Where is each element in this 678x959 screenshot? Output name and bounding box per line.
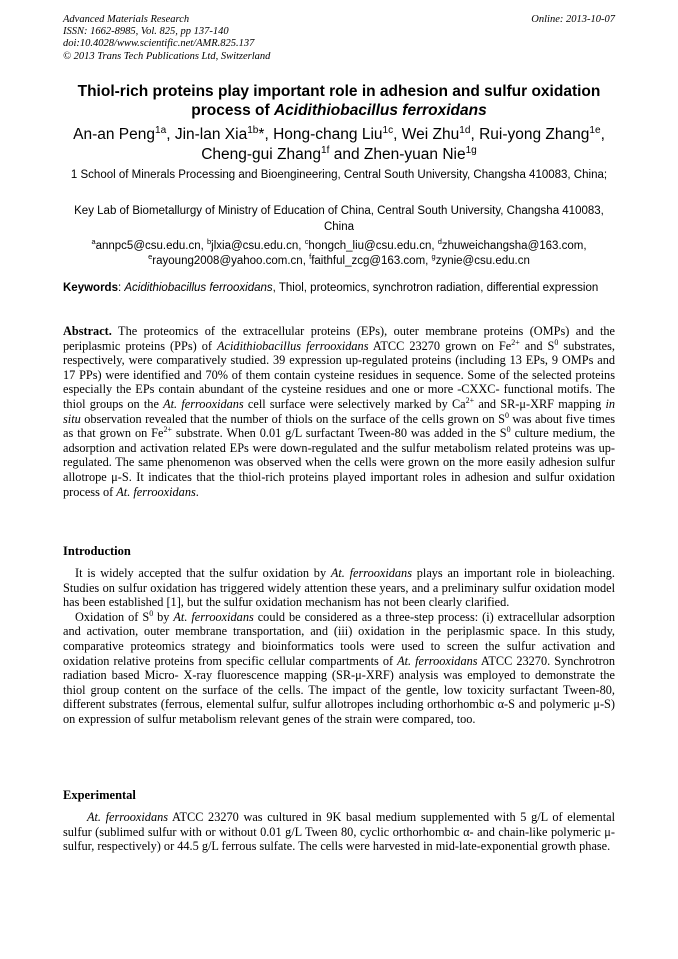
keywords-rest: , Thiol, proteomics, synchrotron radiation, differential expression [272,282,599,294]
journal-header [63,14,615,63]
author-4: Wei Zhu [401,126,460,143]
journal-name: Advanced Materials Research [63,14,190,25]
intro-text: ATCC 23270. Synchrotron radiation based Micro- X-ray fluorescence mapping (SR-μ-XRF) analysis was employed to demonstrate the thiol group content on the surface of the cells. The impact of the gentle, low toxicity surfactant Tween-80, different substrates (ferrous, elemental sulfur, sulfur allotropes including orthorhombic α-S and polymeric μ-S) on expression of sulfur metabolism relevant genes of the strain were compared, too. [63,653,616,726]
intro-text: plays an important role in bioleaching. Studies on sulfur oxidation has triggered widely attention these years, and a preliminary sulfur oxidation model has been established [1], but the sulfur oxidation mechanism has not been clearly clarified. [63,566,616,610]
abstract-sup: 0 [504,410,509,420]
experimental-paragraph-1 [63,810,615,854]
email-a[interactable]: annpc5@csu.edu.cn, [95,240,204,252]
abstract-species: At. ferrooxidans [163,396,244,411]
intro-text: Oxidation of S [75,609,150,624]
email-c[interactable]: hongch_liu@csu.edu.cn, [308,240,435,252]
email-list [60,239,618,269]
author-1: An-an Peng [73,126,155,143]
author-7: Zhen-yuan Nie [363,146,466,163]
keywords-label: Keywords [63,282,118,294]
experimental-text: ATCC 23270 was cultured in 9K basal medium supplemented with 5 g/L of elemental sulfur (sublimed sulfur with or without 0.01 g/L Tween 80, cyclic orthorhombic α- and chain-like polymeric μ-sulfur, respectively) or 44.5 g/L ferrous sulfate. The cells were harvested in mid-late-exponential growth phase. [63,810,615,854]
email-sup: b [207,237,212,247]
author-3-sup: 1c [382,124,394,136]
affiliation-2: Key Lab of Biometallurgy of Ministry of Education of China, Central South University, Changsha 410083, China [74,205,604,233]
abstract-species: At. ferrooxidans [116,484,196,499]
abstract-text: cell surface were selectively marked by Ca [243,396,466,411]
email-sup: c [304,237,309,247]
introduction-body [63,566,615,727]
author-list [40,125,638,165]
abstract-italic: in situ [63,396,616,426]
author-and: and [333,146,360,163]
title-line-1: Thiol-rich proteins play important role in adhesion and sulfur oxidation [77,83,601,100]
email-sup: d [437,237,442,247]
doi-line: doi:10.4028/www.scientific.net/AMR.825.137 [63,38,255,50]
abstract-text: culture medium, the adsorption and activation related EPs were down-regulated and the sulfur metabolism related proteins was up-regulated. The same phenomenon was observed when the cells were grown on the more easily adhesion sulfur allotrope μ-S. It indicates that the thiol-rich proteins played important roles in adhesion and sulfur oxidation process of [63,426,616,499]
abstract-text: and SR-μ-XRF mapping [474,396,606,411]
abstract-sup: 2+ [511,337,520,347]
author-7-sup: 1g [465,144,477,156]
author-5-sup: 1e [589,124,601,136]
keywords: Keywords: Acidithiobacillus ferrooxidans, Thiol, proteomics, synchrotron radiation, differential expression [63,282,599,294]
intro-paragraph-1 [63,566,615,610]
introduction-heading: Introduction [63,544,131,558]
copyright-line: © 2013 Trans Tech Publications Ltd, Switzerland [63,50,271,62]
intro-species: At. ferrooxidans [397,653,478,668]
abstract-text: observation revealed that the number of thiols on the surface of the cells grown on S [80,411,505,426]
intro-paragraph-2 [63,610,615,727]
author-6-sup: 1f [321,144,330,156]
issn-line: ISSN: 1662-8985, Vol. 825, pp 137-140 [63,26,229,38]
email-sup: g [431,252,436,262]
paper-title [50,82,628,120]
abstract-text: The proteomics of the extracellular proteins (EPs), outer membrane proteins (OMPs) and the periplasmic proteins (PPs) of [63,324,615,353]
abstract-text: was about five times as that grown on Fe [63,411,615,441]
author-2-sup: 1b [247,124,259,136]
author-1-sup: 1a [155,124,167,136]
email-e[interactable]: rayoung2008@yahoo.com.cn, [152,255,306,267]
email-sup: e [148,252,153,262]
intro-species: At. ferrooxidans [330,566,412,580]
email-g[interactable]: zynie@csu.edu.cn [435,255,530,267]
abstract-text: and S [519,338,555,353]
experimental-body [63,810,615,854]
abstract-text: . [195,484,199,499]
author-sep: , [393,126,402,143]
author-sep: , [166,126,175,143]
abstract-text: substrate. When 0.01 g/L surfactant Tween-80 was added in the S [171,426,507,441]
email-d[interactable]: zhuweichangsha@163.com, [441,240,587,252]
author-3: Hong-chang Liu [273,126,383,143]
abstract-sup: 0 [554,337,559,347]
abstract-sup: 2+ [163,425,172,435]
email-b[interactable]: jlxia@csu.edu.cn, [211,240,302,252]
title-species: Acidithiobacillus ferroxidans [273,102,487,119]
author-sep: , [264,126,274,143]
keyword-species: Acidithiobacillus ferrooxidans [124,282,273,294]
intro-text: It is widely accepted that the sulfur oxidation by [75,566,331,580]
title-prefix: process of [191,102,274,119]
email-f[interactable]: faithful_zcg@163.com, [311,255,429,267]
author-sep: , [470,126,480,143]
abstract-species: Acidithiobacillus ferrooxidans [217,338,369,353]
author-sep: , [600,126,605,143]
abstract-text: ATCC 23270 grown on Fe [368,338,512,353]
abstract-text: substrates, respectively, were comparatively studied. 39 expression up-regulated proteins (including 13 EPs, 9 OMPs and 17 PPs) were identified and 70% of them contain cysteine residues in sequence. Some of the selected proteins especially the EPs contain abundant of the cysteine residues and one or more -CXXC- functional motifs. The thiol groups on the [63,338,615,411]
intro-text: could be considered as a three-step process: (i) extracellular adsorption and activation, outer membrane transportation, and (iii) oxidation in the periplasmic space. In this study, comparative proteomics strategy and bioinformatics tools were used to screen the sulfur activation and oxidation relative proteins from specific cellular compartments of [63,609,615,668]
email-sup: a [91,237,96,247]
abstract-sup: 0 [506,425,511,435]
intro-text: by [153,609,174,624]
author-5: Rui-yong Zhang [479,126,590,143]
intro-species: At. ferrooxidans [173,609,254,624]
author-6: Cheng-gui Zhang [201,146,321,163]
online-date: Online: 2013-10-07 [531,14,615,25]
intro-sup: 0 [149,608,154,618]
experimental-heading: Experimental [63,788,136,802]
title-line-2 [50,101,628,120]
email-sup: f [309,252,312,262]
abstract-sup: 2+ [465,395,475,405]
abstract-label: Abstract. [63,324,112,338]
affiliation-1: 1 School of Minerals Processing and Bioengineering, Central South University, Changsha 410083, China; [70,169,608,181]
corresponding-mark: * [258,126,265,143]
author-2: Jin-lan Xia [174,126,248,143]
abstract [63,324,615,499]
author-4-sup: 1d [459,124,471,136]
experimental-species: At. ferrooxidans [87,810,169,824]
